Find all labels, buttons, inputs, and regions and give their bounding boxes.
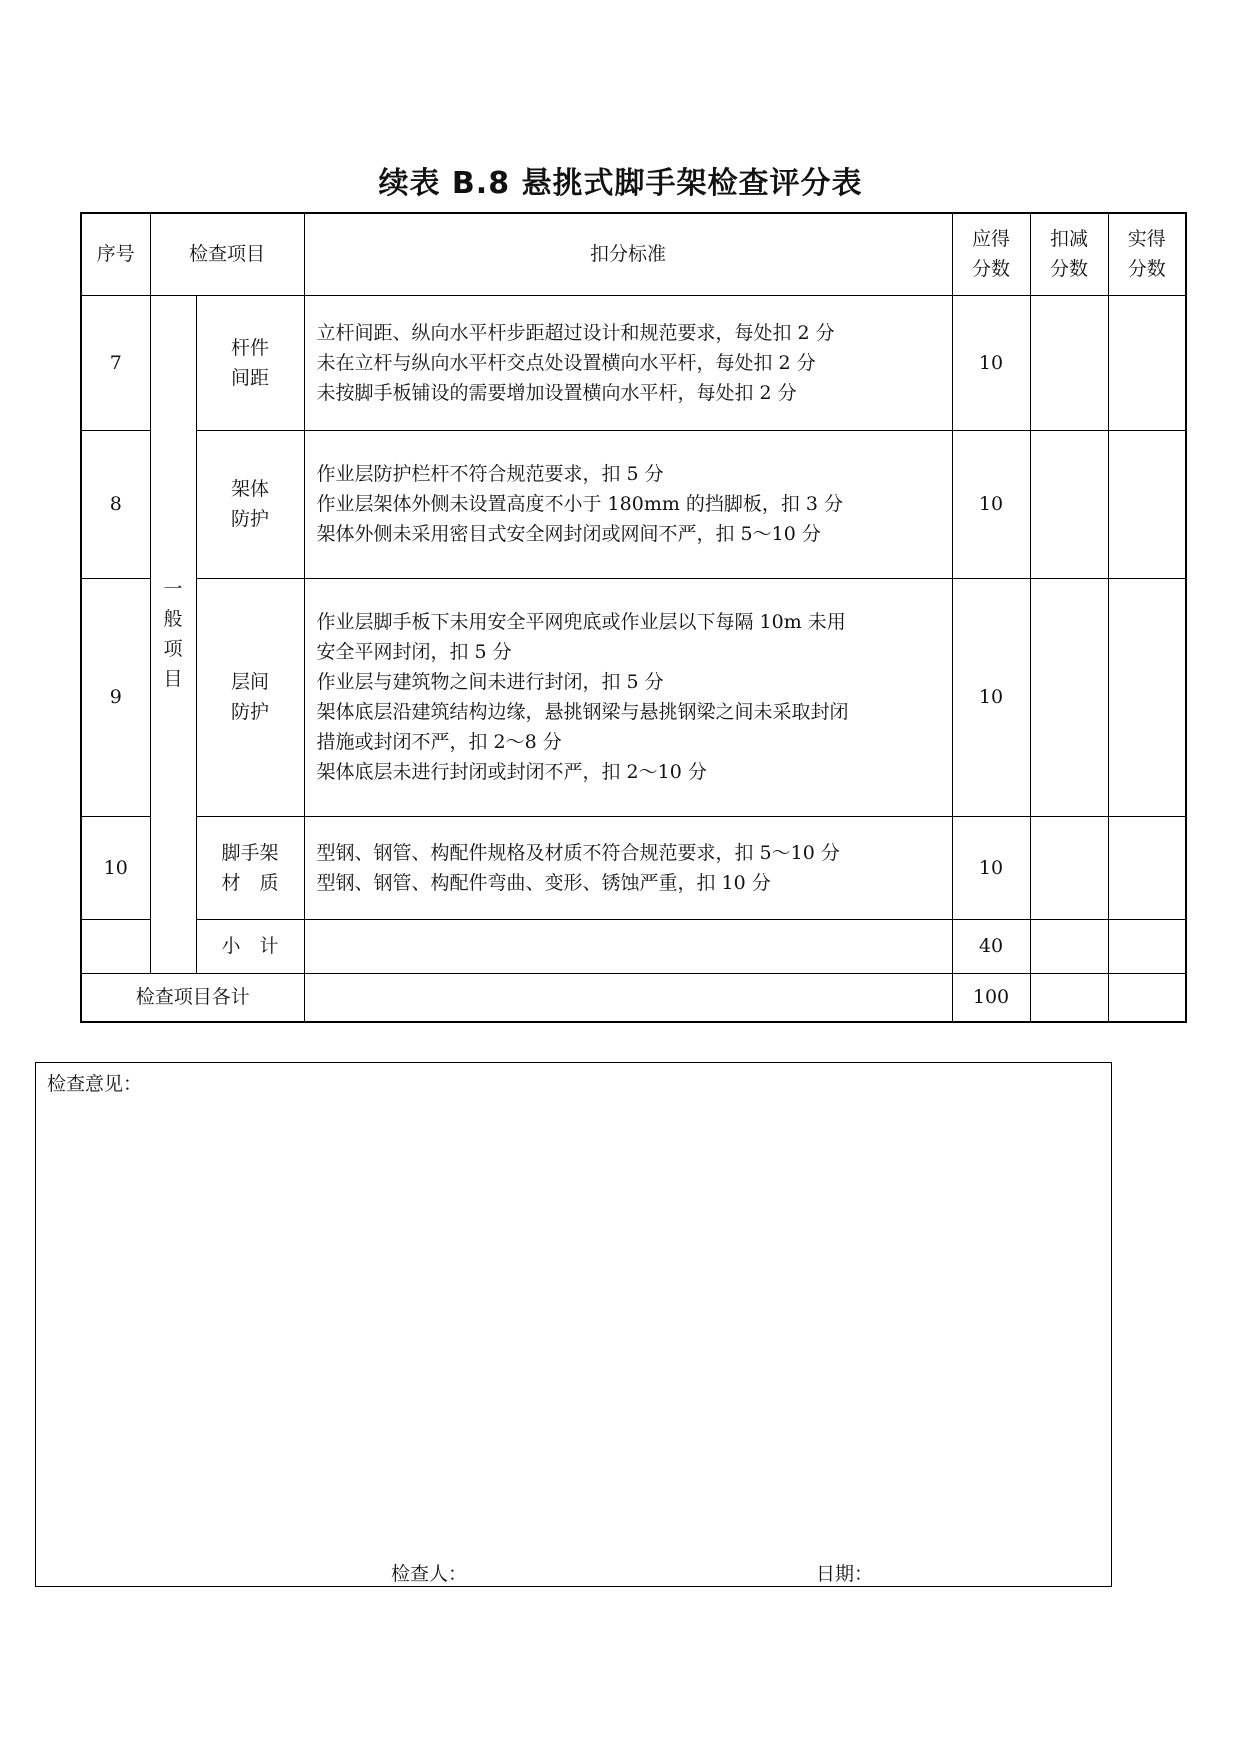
standard-line: 措施或封闭不严，扣 2～8 分 (316, 731, 562, 753)
standard-line: 安全平网封闭，扣 5 分 (316, 641, 512, 663)
total-standard (304, 973, 952, 1022)
row-due-score: 10 (952, 578, 1030, 816)
row-due-score: 10 (952, 816, 1030, 919)
header-row (81, 213, 1186, 295)
total-row (81, 973, 1186, 1022)
row-item-line: 材 质 (221, 871, 279, 894)
table-row (81, 578, 1186, 816)
standard-line: 未在立杆与纵向水平杆交点处设置横向水平杆，每处扣 2 分 (316, 351, 816, 374)
category-cell (150, 295, 196, 973)
row-standard (304, 295, 952, 430)
standard-line: 未按脚手板铺设的需要增加设置横向水平杆，每处扣 2 分 (316, 381, 797, 404)
header-deduct-line1: 扣减 (1050, 228, 1089, 251)
header-actual-line2: 分数 (1127, 258, 1166, 281)
row-due-score: 10 (952, 430, 1030, 578)
standard-line: 架体底层沿建筑结构边缘，悬挑钢梁与悬挑钢梁之间未采取封闭 (316, 701, 849, 723)
row-deduct-score[interactable] (1030, 430, 1108, 578)
row-item-line: 杆件 (231, 336, 270, 359)
standard-line: 立杆间距、纵向水平杆步距超过设计和规范要求，每处扣 2 分 (316, 321, 835, 344)
row-deduct-score[interactable] (1030, 578, 1108, 816)
header-due-score-line2: 分数 (972, 258, 1011, 281)
inspection-opinion-box[interactable] (35, 1062, 1112, 1587)
total-actual-score[interactable] (1108, 973, 1186, 1022)
header-deduct-line2: 分数 (1050, 258, 1089, 281)
table-row (81, 295, 1186, 430)
row-item (196, 816, 304, 919)
header-seq: 序号 (81, 213, 150, 295)
header-due-score-line1: 应得 (972, 228, 1011, 251)
row-actual-score[interactable] (1108, 430, 1186, 578)
row-item-line: 层间 (231, 671, 270, 693)
row-due-score: 10 (952, 295, 1030, 430)
row-item (196, 430, 304, 578)
table-row (81, 430, 1186, 578)
subtotal-due-score: 40 (952, 919, 1030, 973)
total-due-score: 100 (952, 973, 1030, 1022)
subtotal-standard (304, 919, 952, 973)
total-deduct-score[interactable] (1030, 973, 1108, 1022)
standard-line: 型钢、钢管、构配件规格及材质不符合规范要求，扣 5～10 分 (316, 841, 840, 864)
header-deduct-score (1030, 213, 1108, 295)
subtotal-row (81, 919, 1186, 973)
table-row (81, 816, 1186, 919)
header-item: 检查项目 (150, 213, 304, 295)
subtotal-actual-score[interactable] (1108, 919, 1186, 973)
total-label: 检查项目各计 (81, 973, 304, 1022)
standard-line: 作业层防护栏杆不符合规范要求，扣 5 分 (316, 463, 664, 485)
subtotal-deduct-score[interactable] (1030, 919, 1108, 973)
row-deduct-score[interactable] (1030, 816, 1108, 919)
row-actual-score[interactable] (1108, 295, 1186, 430)
header-actual-score (1108, 213, 1186, 295)
row-standard (304, 430, 952, 578)
row-item-line: 脚手架 (221, 841, 279, 864)
row-item (196, 578, 304, 816)
row-seq: 10 (81, 816, 150, 919)
header-standard: 扣分标准 (304, 213, 952, 295)
row-standard (304, 816, 952, 919)
header-actual-line1: 实得 (1127, 228, 1166, 251)
row-standard (304, 578, 952, 816)
page-title: 续表 B.8 悬挑式脚手架检查评分表 (378, 166, 863, 201)
date-label: 日期： (816, 1563, 874, 1585)
subtotal-seq (81, 919, 150, 973)
row-deduct-score[interactable] (1030, 295, 1108, 430)
standard-line: 作业层与建筑物之间未进行封闭，扣 5 分 (316, 671, 664, 693)
row-seq: 9 (81, 578, 150, 816)
standard-line: 架体外侧未采用密目式安全网封闭或网间不严，扣 5～10 分 (316, 523, 821, 545)
standard-line: 架体底层未进行封闭或封闭不严，扣 2～10 分 (316, 761, 707, 783)
row-actual-score[interactable] (1108, 816, 1186, 919)
row-item-line: 间距 (231, 366, 270, 389)
subtotal-label: 小 计 (196, 919, 304, 973)
header-due-score (952, 213, 1030, 295)
standard-line: 型钢、钢管、构配件弯曲、变形、锈蚀严重，扣 10 分 (316, 871, 771, 894)
row-actual-score[interactable] (1108, 578, 1186, 816)
inspector-label: 检查人： (391, 1563, 468, 1585)
score-table (80, 212, 1187, 1023)
row-seq: 8 (81, 430, 150, 578)
row-item-line: 防护 (231, 508, 270, 530)
row-item-line: 架体 (231, 478, 270, 500)
row-seq: 7 (81, 295, 150, 430)
row-item-line: 防护 (231, 701, 270, 723)
row-item (196, 295, 304, 430)
opinion-label: 检查意见： (47, 1073, 143, 1095)
standard-line: 作业层架体外侧未设置高度不小于 180mm 的挡脚板，扣 3 分 (316, 493, 844, 515)
category-label: 一般项目 (163, 578, 183, 690)
standard-line: 作业层脚手板下未用安全平网兜底或作业层以下每隔 10m 未用 (316, 611, 846, 633)
